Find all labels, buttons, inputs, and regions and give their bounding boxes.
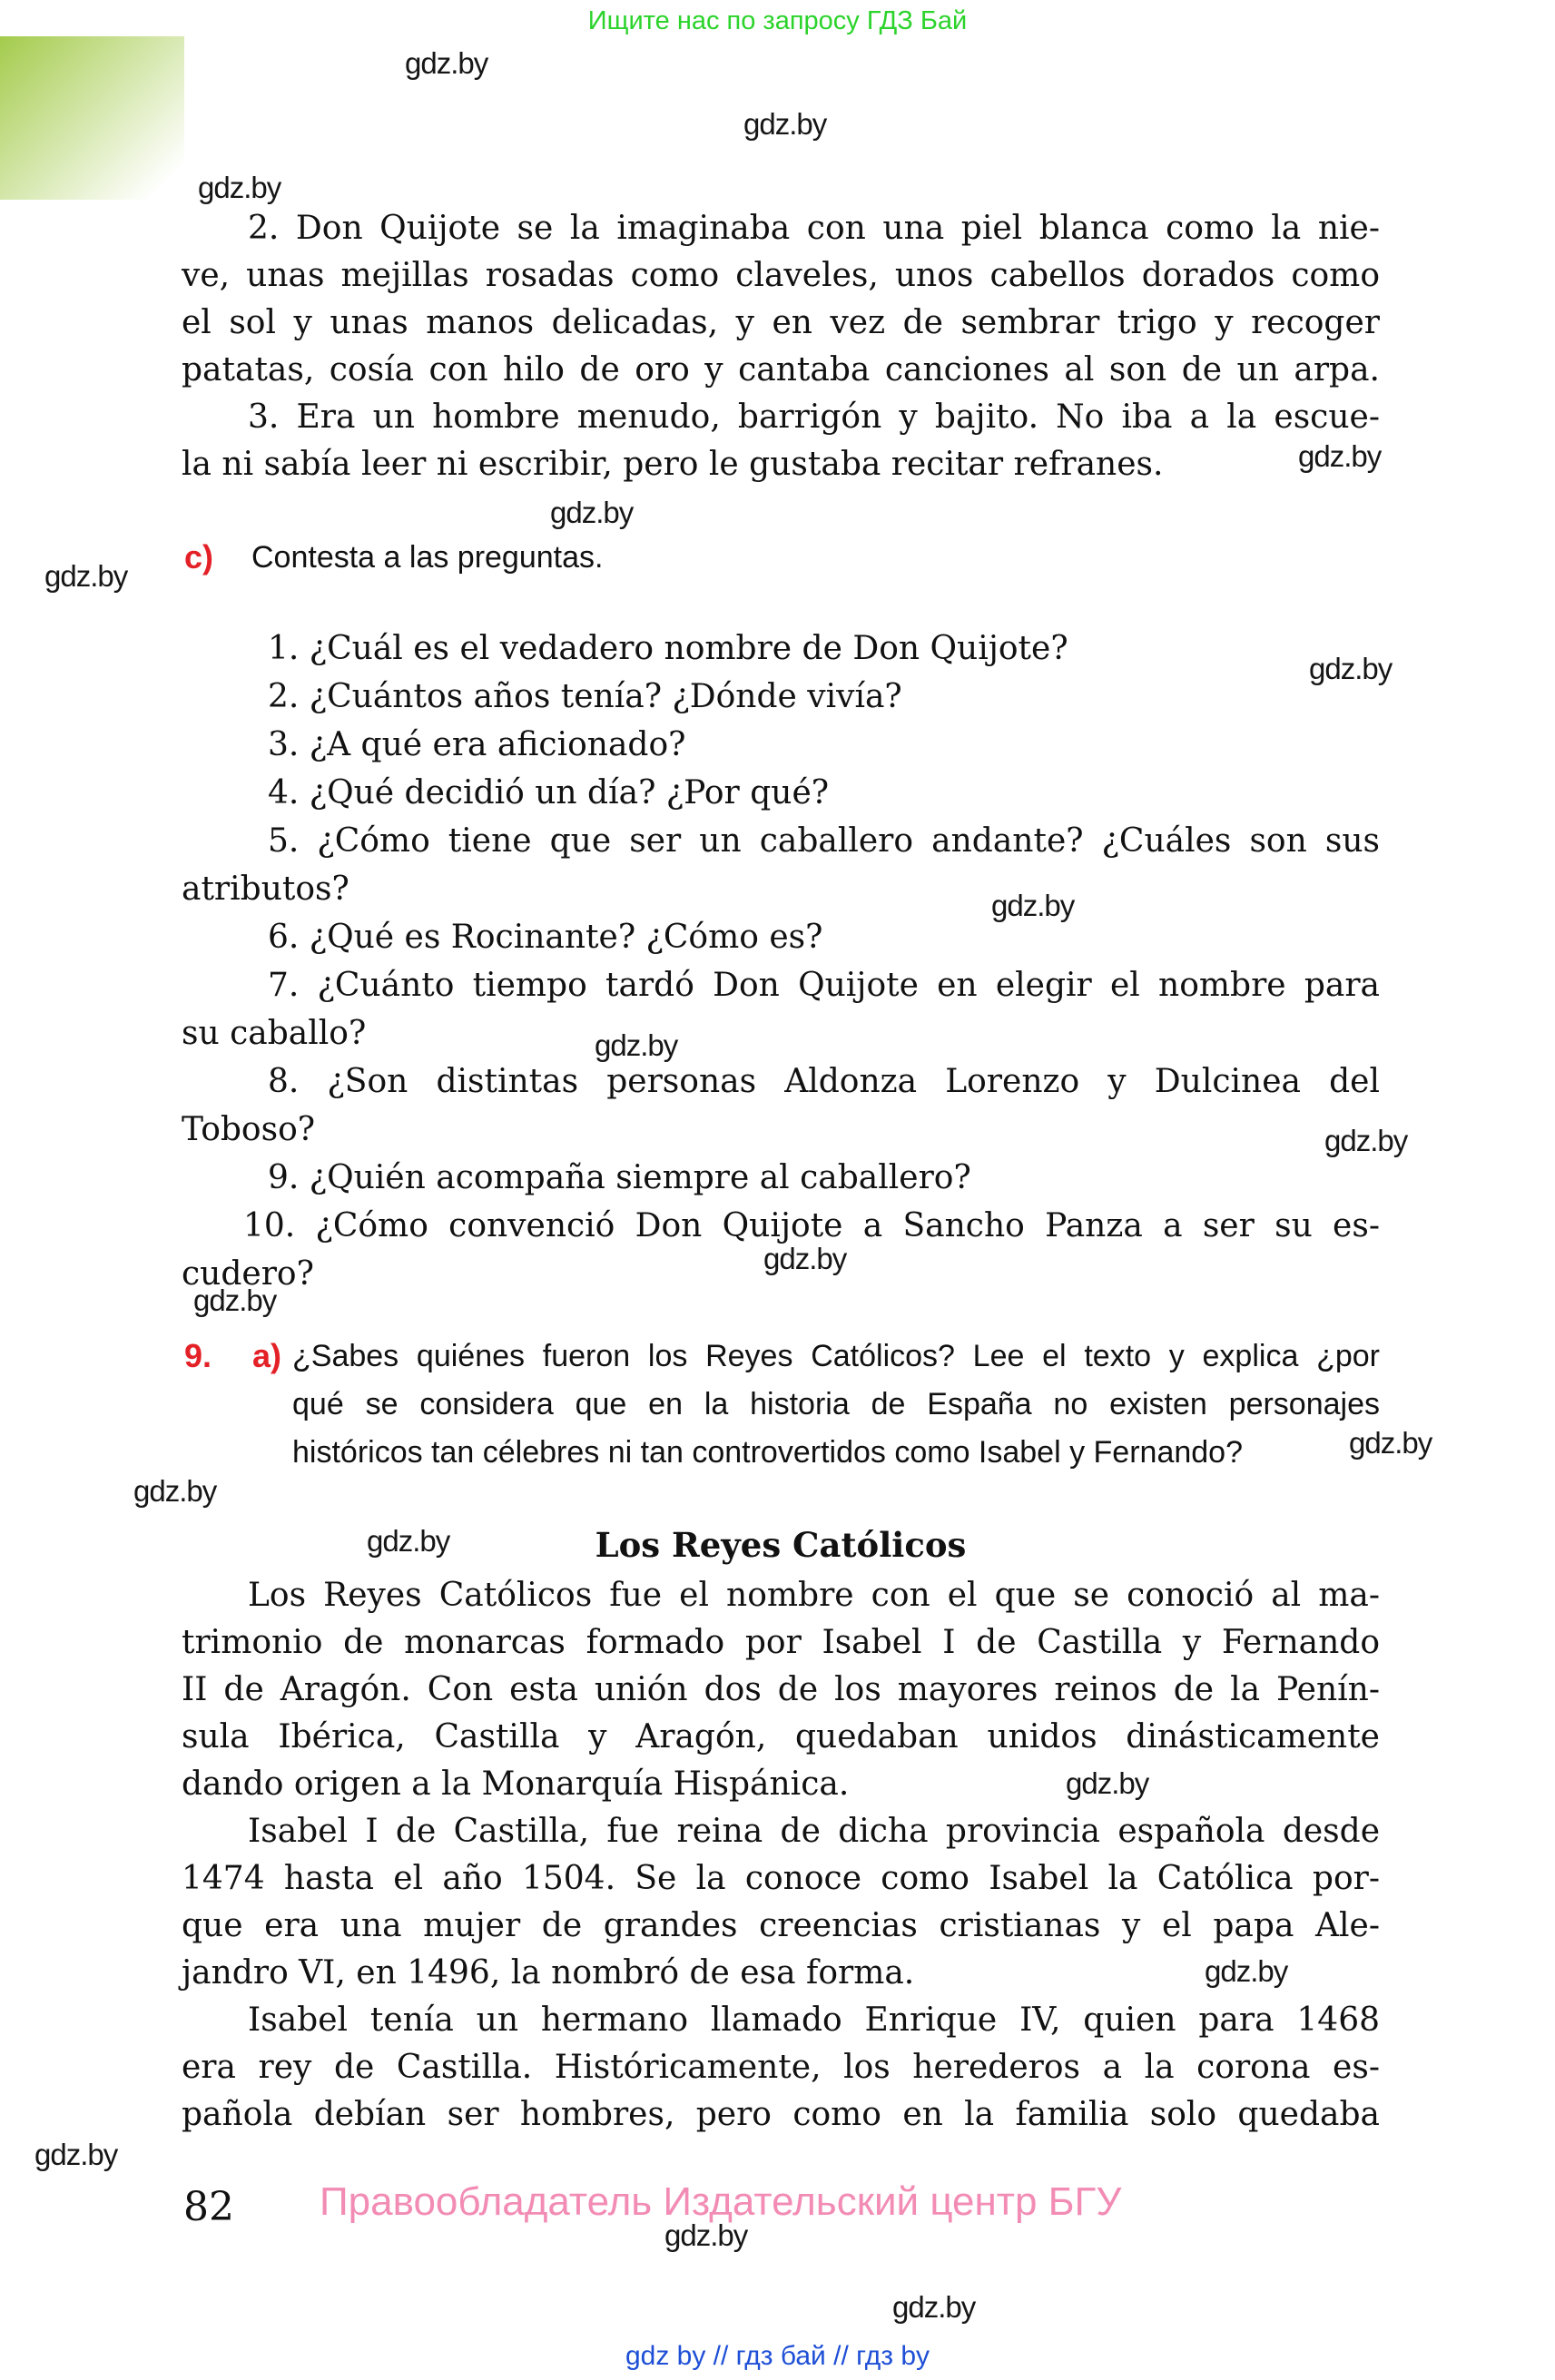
gradient-square-decoration [0,36,184,200]
watermark-gdzby: gdz.by [1298,439,1382,473]
task-c-label: c) [184,538,214,575]
article-paragraphs [182,1572,1380,2139]
text-line: ve, unas mejillas rosadas como claveles, unos cabellos dorados como [182,257,1380,294]
text-line: 8. ¿Son distintas personas Aldonza Lorenzo y Dulcinea del [268,1063,1380,1100]
article-title: Los Reyes Católicos [595,1525,967,1565]
text-line: la ni sabía leer ni escribir, pero le gustaba recitar refranes. [182,446,1164,483]
watermark-gdzby: gdz.by [198,171,281,204]
text-line: 9. ¿Quién acompaña siempre al caballero? [268,1159,971,1196]
text-line: Isabel I de Castilla, fue reina de dicha provincia española desde [248,1813,1380,1850]
text-line: 2. ¿Cuántos años tenía? ¿Dónde vivía? [268,678,902,715]
task-9-instruction [292,1333,1380,1477]
text-line: patatas, cosía con hilo de oro y cantaba canciones al son de un arpa. [182,351,1380,388]
task-9-letter: a) [252,1337,282,1374]
promo-banner-text: Ищите нас по запросу ГДЗ Бай [587,6,968,35]
text-line: que era una mujer de grandes creencias cristianas y el papa Ale- [182,1907,1380,1944]
text-line: ¿Sabes quiénes fueron los Reyes Católicos? Lee el texto y explica ¿por [292,1339,1380,1373]
text-line: era rey de Castilla. Históricamente, los herederos a la corona es- [182,2049,1380,2086]
text-line: el sol y unas manos delicadas, y en vez de sembrar trigo y recoger [182,304,1380,341]
text-line: Toboso? [182,1111,316,1148]
watermark-gdzby: gdz.by [1324,1124,1408,1157]
watermark-gdzby: gdz.by [193,1283,277,1317]
text-line: 5. ¿Cómo tiene que ser un caballero andante? ¿Cuáles son sus [268,822,1380,860]
watermark-gdzby: gdz.by [44,559,128,593]
watermark-gdzby: gdz.by [1349,1426,1432,1460]
text-line: atributos? [182,870,349,908]
text-line: 3. Era un hombre menudo, barrigón y bajito. No iba a la escue- [248,398,1380,436]
text-line: pañola debían ser hombres, pero como en la familia solo quedaba [182,2096,1380,2133]
text-line: su caballo? [182,1015,367,1052]
footer-links[interactable]: gdz by // гдз бай // гдз by [625,2341,930,2371]
watermark-gdzby: gdz.by [743,107,827,141]
watermark-gdzby: gdz.by [34,2138,118,2171]
text-line: trimonio de monarcas formado por Isabel I de Castilla y Fernando [182,1624,1380,1661]
watermark-gdzby: gdz.by [1309,652,1393,685]
text-line: 10. ¿Cómo convenció Don Quijote a Sancho Panza a ser su es- [243,1207,1380,1244]
watermark-gdzby: gdz.by [1066,1766,1149,1800]
text-line: 7. ¿Cuánto tiempo tardó Don Quijote en elegir el nombre para [268,967,1380,1004]
copyright-notice: Правообладатель Издательский центр БГУ [320,2179,1122,2224]
watermark-gdzby: gdz.by [1205,1954,1288,1988]
text-line: Los Reyes Católicos fue el nombre con el que se conoció al ma- [248,1577,1380,1614]
watermark-gdzby: gdz.by [595,1028,678,1062]
text-line: 2. Don Quijote se la imaginaba con una piel blanca como la nie- [248,210,1380,247]
watermark-gdzby: gdz.by [367,1524,450,1558]
text-line: históricos tan célebres ni tan controvertidos como Isabel y Fernando? [292,1435,1243,1470]
text-line: cudero? [182,1255,314,1293]
text-line: sula Ibérica, Castilla y Aragón, quedaban unidos dinásticamente [182,1718,1380,1755]
watermark-gdzby: gdz.by [133,1474,217,1508]
watermark-gdzby: gdz.by [550,496,634,529]
page-number: 82 [183,2184,234,2230]
text-line: 3. ¿A qué era aficionado? [268,726,686,763]
text-line: qué se considera que en la historia de España no existen personajes [292,1387,1380,1421]
watermark-gdzby: gdz.by [763,1242,847,1275]
watermark-gdzby: gdz.by [405,46,488,80]
text-line: jandro VI, en 1496, la nombró de esa forma. [182,1954,915,1992]
watermark-gdzby: gdz.by [991,889,1075,922]
text-line: 6. ¿Qué es Rocinante? ¿Cómo es? [268,919,823,956]
task-9-number: 9. [184,1337,212,1374]
text-line: dando origen a la Monarquía Hispánica. [182,1765,850,1803]
task-c-instruction: Contesta a las preguntas. [251,540,604,575]
text-line: 1. ¿Cuál es el vedadero nombre de Don Quijote? [268,630,1068,667]
text-line: II de Aragón. Con esta unión dos de los mayores reinos de la Penín- [182,1671,1380,1708]
reading-text-paragraphs [182,205,1380,488]
text-line: 1474 hasta el año 1504. Se la conoce como Isabel la Católica por- [182,1860,1380,1897]
text-line: Isabel tenía un hermano llamado Enrique IV, quien para 1468 [248,2001,1380,2039]
text-line: 4. ¿Qué decidió un día? ¿Por qué? [268,774,830,811]
questions-list [182,625,1380,1298]
watermark-gdzby: gdz.by [892,2290,976,2324]
watermark-gdzby: gdz.by [664,2218,748,2252]
